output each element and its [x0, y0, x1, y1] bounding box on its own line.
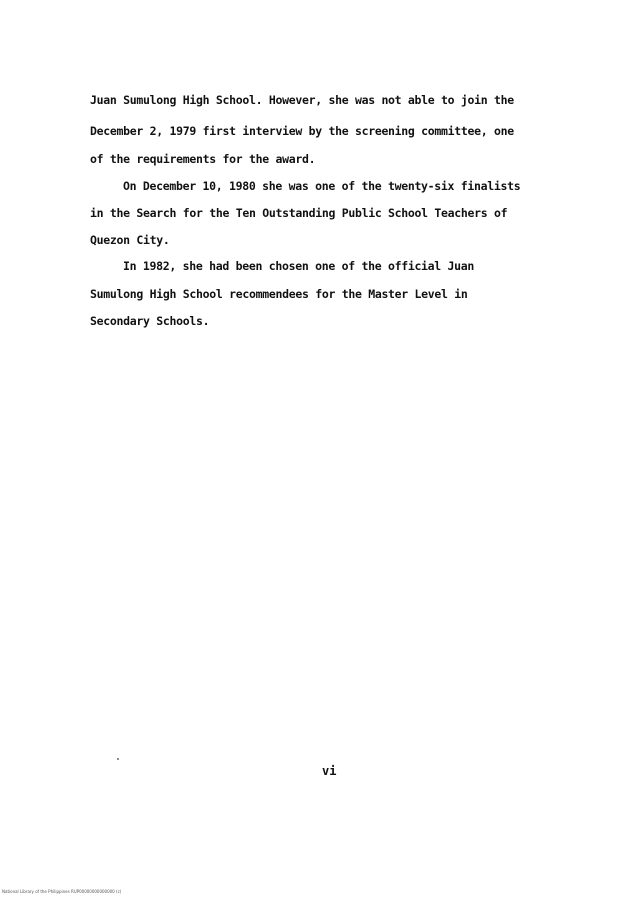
body-text-line: Quezon City.: [90, 233, 170, 247]
body-text-line: On December 10, 1980 she was one of the twenty-six finalists: [123, 179, 521, 193]
page-number: vi: [322, 764, 337, 778]
body-text-line: of the requirements for the award.: [90, 152, 316, 166]
body-text-line: in the Search for the Ten Outstanding Public School Teachers of: [90, 206, 508, 220]
library-footer: National Library of the Philippines RUP00000000000000 (c): [2, 889, 122, 894]
body-text-line: Secondary Schools.: [90, 314, 210, 328]
body-text-line: Juan Sumulong High School. However, she was not able to join the: [90, 93, 514, 107]
scan-speck: [117, 758, 119, 760]
body-text-line: December 2, 1979 first interview by the screening committee, one: [90, 124, 514, 138]
body-text-line: In 1982, she had been chosen one of the official Juan: [123, 259, 475, 273]
body-text-line: Sumulong High School recommendees for the Master Level in: [90, 287, 468, 301]
